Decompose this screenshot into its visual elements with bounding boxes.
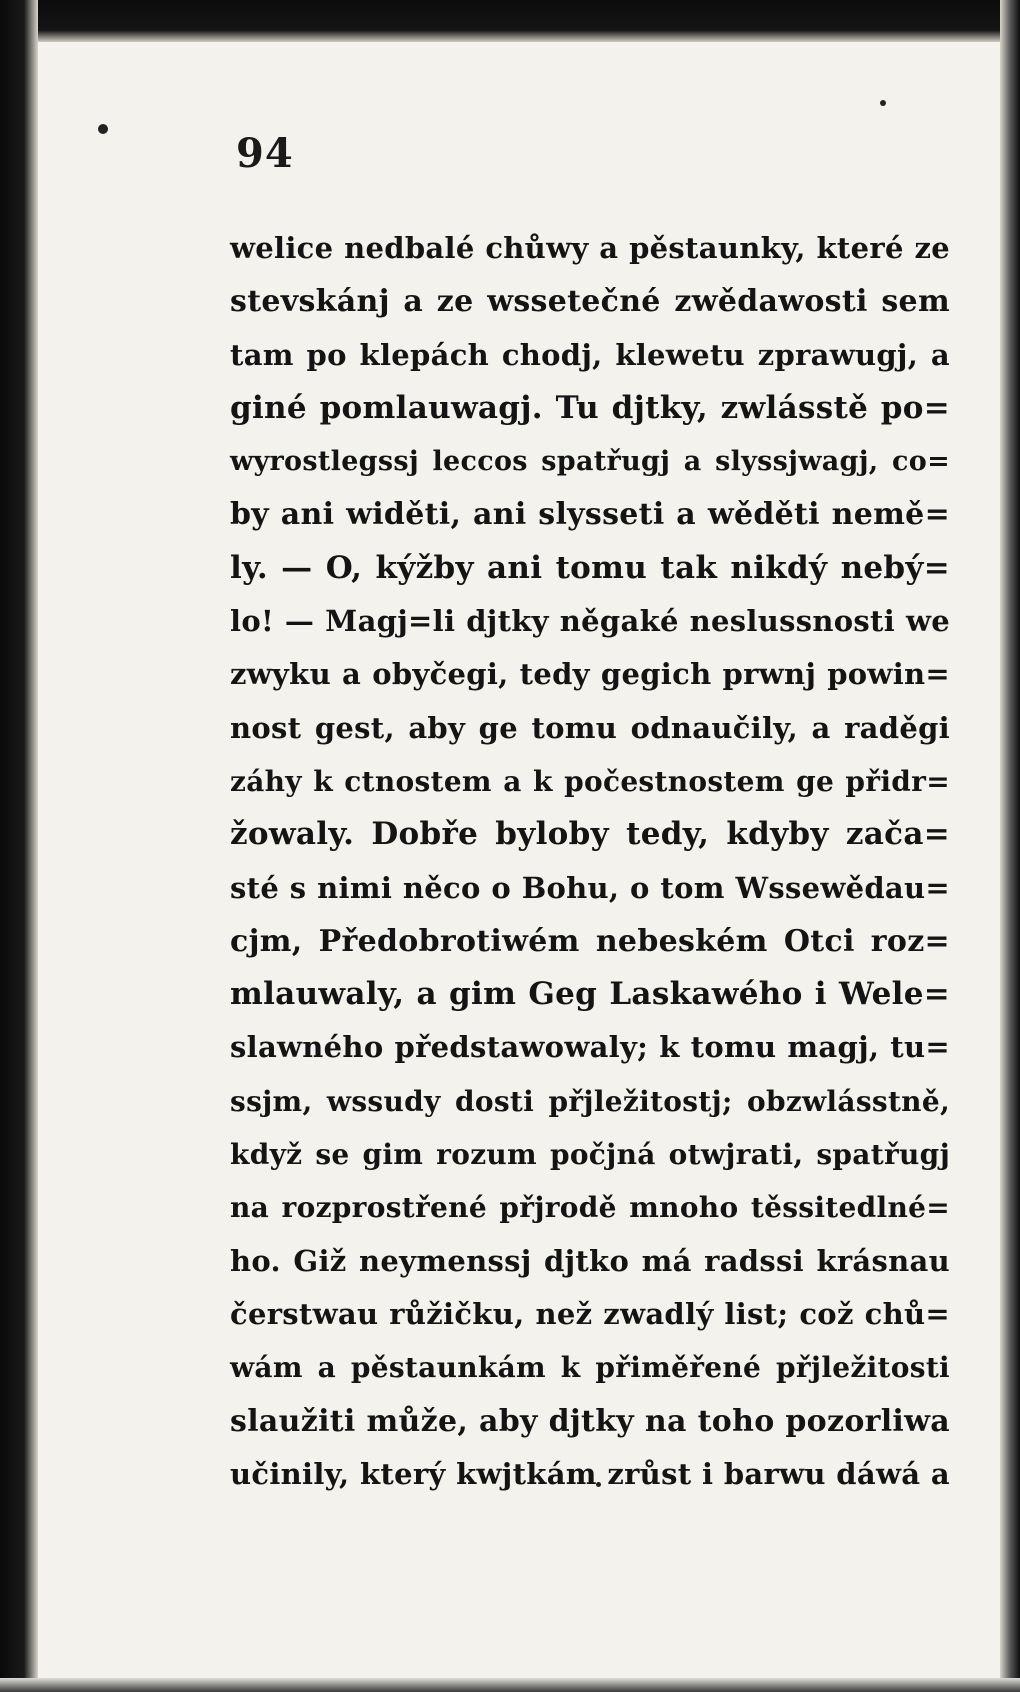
text-body	[230, 222, 950, 1501]
text-line: wám a pěstaunkám k přiměřené přjležitosti	[230, 1351, 950, 1385]
text-line: wyrostlegssj leccos spatřugj a slyssjwagj, co=	[230, 446, 950, 478]
text-line: zwyku a obyčegi, tedy gegich prwnj powin=	[230, 657, 950, 692]
text-line: mlauwaly, a gim Geg Laskawého i Wele=	[230, 976, 950, 1013]
text-line: lo! — Magj=li djtky něgaké neslussnosti we	[230, 604, 950, 639]
text-line: cjm, Předobrotiwém nebeském Otci roz=	[230, 923, 950, 959]
text-line: nost gest, aby ge tomu odnaučily, a raděgi	[230, 710, 950, 745]
text-line: záhy k ctnostem a k počestnostem ge přidr=	[230, 764, 950, 798]
text-line: ly. — O, kýžby ani tomu tak nikdý nebý=	[230, 549, 950, 586]
text-line: slaužiti může, aby djtky na toho pozorliwa	[230, 1403, 950, 1439]
scan-border-bottom	[0, 1678, 1020, 1692]
text-line: ho. Giž neymenssj djtko má radssi krásnau	[230, 1243, 950, 1278]
text-line: na rozprostřené přjrodě mnoho těssitedlné=	[230, 1191, 950, 1225]
scan-border-right	[1000, 0, 1020, 1692]
text-line: giné pomlauwagj. Tu djtky, zwlásstě po=	[230, 389, 950, 426]
scan-border-top	[0, 0, 1020, 42]
text-line: welice nedbalé chůwy a pěstaunky, které ze	[230, 231, 950, 265]
scan-border-left	[0, 0, 38, 1692]
text-line: sté s nimi něco o Bohu, o tom Wssewědau=	[230, 870, 950, 905]
ink-speck	[98, 124, 108, 134]
text-line: by ani widěti, ani slysseti a wěděti nemě=	[230, 497, 950, 533]
text-line: čerstwau růžičku, než zwadlý list; což chů=	[230, 1296, 950, 1331]
ink-speck	[880, 100, 886, 106]
text-line: stevskánj a ze wssetečné zwědawosti sem	[230, 284, 950, 320]
page-number: 94	[236, 130, 294, 177]
text-line: žowaly. Dobře byloby tedy, kdyby zača=	[230, 816, 950, 853]
text-line: když se gim rozum počjná otwjrati, spatřugj	[230, 1138, 950, 1172]
text-line: ssjm, wssudy dosti přjležitostj; obzwlásstně,	[230, 1084, 950, 1118]
text-line: učinily, který kwjtkám zrůst i barwu dáwá a	[230, 1456, 950, 1491]
text-line: slawného předstawowaly; k tomu magj, tu=	[230, 1030, 950, 1065]
text-line: tam po klepách chodj, klewetu zprawugj, a	[230, 337, 950, 372]
